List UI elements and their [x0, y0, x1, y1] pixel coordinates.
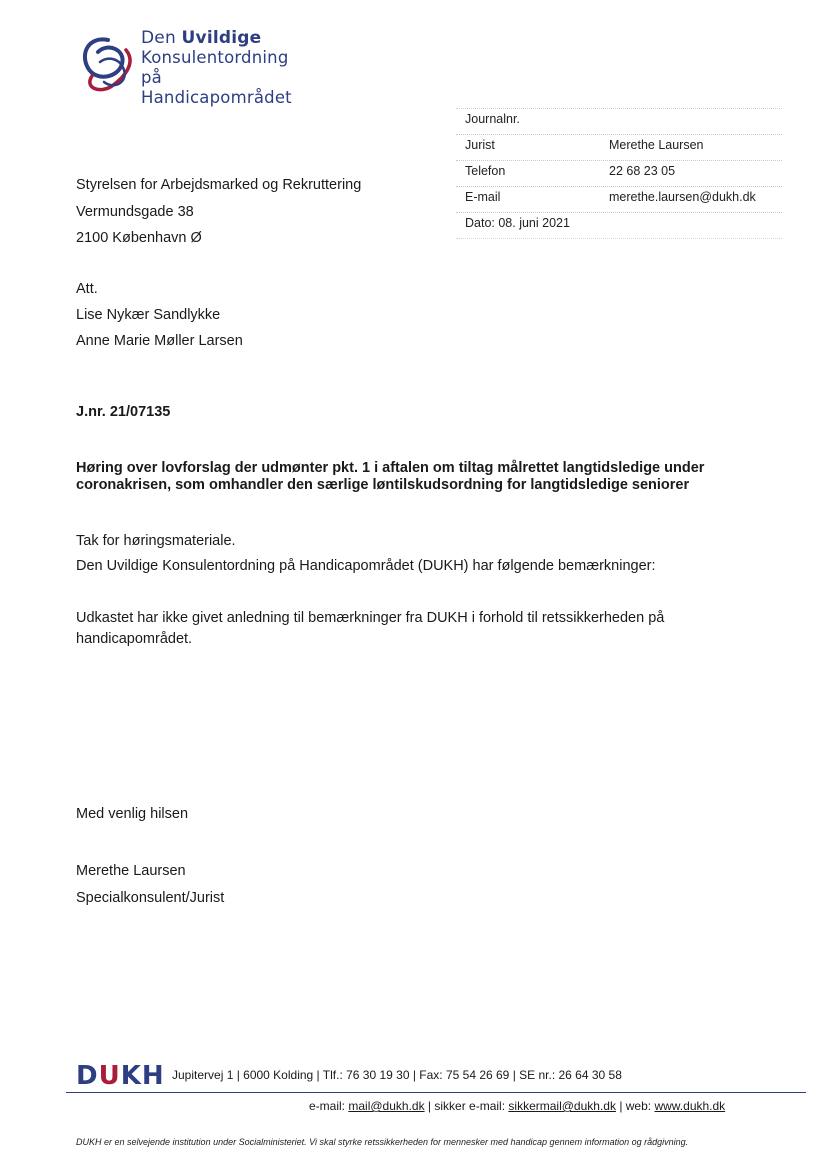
logo-wordmark — [141, 28, 318, 108]
info-value: merethe.laursen@dukh.dk — [609, 190, 756, 204]
organization-logo — [78, 28, 318, 107]
footer-secure-email-link[interactable]: sikkermail@dukh.dk — [508, 1099, 616, 1113]
footer-web-link[interactable]: www.dukh.dk — [654, 1099, 726, 1113]
info-label: Jurist — [465, 138, 495, 152]
logo-knot-icon — [78, 32, 138, 94]
footer-note: DUKH er en selvejende institution under Socialministeriet. Vi skal styrke retssikkerheden for mennesker med handicap gennem information og rådgivning. — [76, 1137, 689, 1147]
footer-email-link[interactable]: mail@dukh.dk — [348, 1099, 425, 1113]
case-info-table — [456, 108, 782, 239]
info-label: Dato: 08. juni 2021 — [465, 216, 570, 230]
body-paragraph-2: Udkastet har ikke givet anledning til bemærkninger fra DUKH i forhold til retssikkerheden på handicapområdet. — [76, 610, 665, 647]
info-label: Telefon — [465, 164, 506, 178]
attention-person1: Lise Nykær Sandlykke — [76, 307, 221, 323]
logo-line3: på Handicapområdet — [141, 68, 292, 107]
info-label: Journalnr. — [465, 112, 520, 126]
footer-logo-kh: KH — [120, 1061, 165, 1091]
footer-secure-label: | sikker e-mail: — [427, 1099, 506, 1113]
attention-block — [76, 276, 243, 354]
letter-subject: Høring over lovforslag der udmønter pkt. 1 i aftalen om tiltag målrettet langtidsledige under coronakrisen, som omhandler den særlige løntilskudsordning for langtidsledige seniorer — [76, 460, 705, 493]
footer-address: Jupitervej 1 | 6000 Kolding | Tlf.: 76 30 19 30 | Fax: 75 54 26 69 | SE nr.: 26 64 30 58 — [172, 1068, 622, 1082]
recipient-line1: Styrelsen for Arbejdsmarked og Rekruttering — [76, 177, 362, 193]
recipient-address — [76, 172, 361, 252]
footer-logo-u: U — [98, 1061, 121, 1091]
logo-line2: Konsulentordning — [141, 48, 289, 67]
signer-name: Merethe Laursen — [76, 863, 186, 879]
signer-title: Specialkonsulent/Jurist — [76, 890, 225, 906]
footer-divider — [66, 1092, 806, 1093]
body-para1-line1: Tak for høringsmateriale. — [76, 533, 236, 549]
attention-person2: Anne Marie Møller Larsen — [76, 333, 243, 349]
body-paragraph-1 — [76, 529, 766, 579]
footer-logo-d: D — [76, 1061, 99, 1091]
logo-line1-prefix: Den — [141, 28, 176, 48]
journal-number: J.nr. 21/07135 — [76, 404, 171, 420]
footer-web-label: | web: — [619, 1099, 652, 1113]
info-row-jurist — [456, 134, 782, 160]
info-value: 22 68 23 05 — [609, 164, 676, 178]
info-value: Merethe Laursen — [609, 138, 704, 152]
footer-contact — [309, 1099, 725, 1113]
recipient-line2: Vermundsgade 38 — [76, 203, 194, 220]
footer-logo — [76, 1061, 165, 1091]
info-row-email — [456, 186, 782, 212]
info-row-date — [456, 212, 782, 239]
signer-block — [76, 858, 224, 912]
closing-greeting: Med venlig hilsen — [76, 806, 189, 822]
body-para1-line2: Den Uvildige Konsulentordning på Handicapområdet (DUKH) har følgende bemærkninger: — [76, 558, 656, 574]
recipient-line3: 2100 København Ø — [76, 230, 202, 246]
footer-email-label: e-mail: — [309, 1099, 346, 1113]
attention-label: Att. — [76, 281, 98, 297]
logo-line1-bold: Uvildige — [181, 28, 262, 48]
info-row-journal — [456, 108, 782, 134]
info-label: E-mail — [465, 190, 501, 204]
info-row-telefon — [456, 160, 782, 186]
